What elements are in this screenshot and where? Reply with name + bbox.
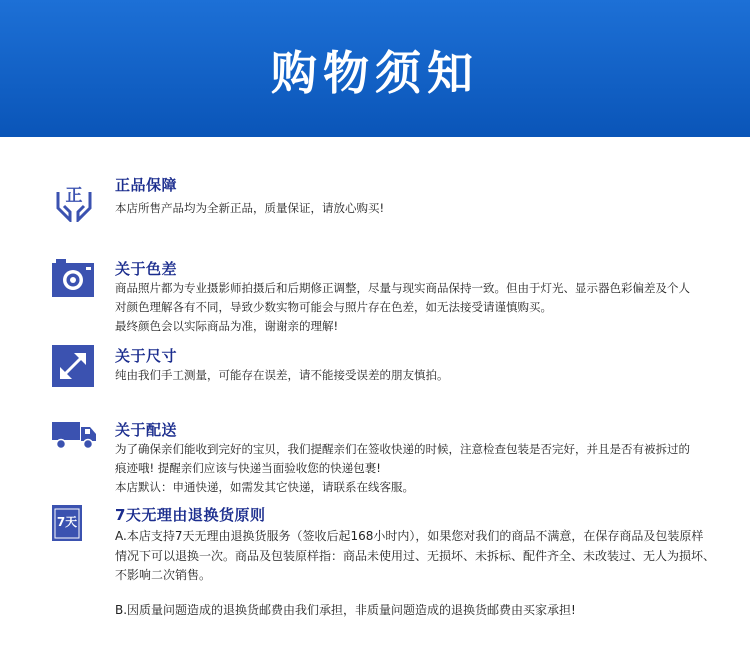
section-text: 商品照片都为专业摄影师拍摄后和后期修正调整，尽量与现实商品保持一致。但由于灯光、显示器色彩偏差及个人 对颜色理解各有不同，导致少数实物可能会与照片存在色差，如无法接受请谨慎购买。 最终颜色会以实际商品为准，谢谢亲的理解! xyxy=(115,281,690,333)
truck-icon xyxy=(52,420,98,454)
banner-title: 购物须知 xyxy=(271,46,479,100)
section-heading: 关于色差 xyxy=(115,260,178,278)
section-genuine xyxy=(0,175,750,225)
section-text: 本店所售产品均为全新正品，质量保证，请放心购买! xyxy=(115,201,385,215)
section-size xyxy=(0,345,750,390)
section-text: 纯由我们手工测量，可能存在误差，请不能接受误差的朋友慎拍。 xyxy=(115,368,449,382)
seven-days-badge: 7天 xyxy=(56,515,78,529)
hands-genuine-icon xyxy=(52,178,96,226)
header-banner xyxy=(0,0,750,137)
section-text: A.本店支持7天无理由退换货服务（签收后起168小时内），如果您对我们的商品不满意，在保存商品及包装原样 情况下可以退换一次。商品及包装原样指：商品未使用过、无损坏、未拆标、配件齐全、未改装过、无人为损坏、 不影响二次销售。 xyxy=(115,529,716,582)
section-heading: 关于配送 xyxy=(115,421,178,439)
section-color xyxy=(0,259,750,339)
seven-days-icon xyxy=(52,505,84,547)
section-text: 为了确保亲们能收到完好的宝贝，我们提醒亲们在签收快递的时候，注意检查包装是否完好，并且是否有被拆过的 痕迹哦! 提醒亲们应该与快递当面验收您的快递包裹! 本店默认：申通快递，如需发其它快递，请联系在线客服。 xyxy=(115,442,690,494)
section-delivery xyxy=(0,420,750,500)
section-heading: 关于尺寸 xyxy=(115,347,178,365)
section-returns xyxy=(0,505,750,625)
resize-arrow-icon xyxy=(52,345,94,391)
camera-icon xyxy=(52,259,96,303)
section-heading: 7天无理由退换货原则 xyxy=(115,506,266,524)
svg-text:正: 正 xyxy=(65,186,83,206)
returns-note: B.因质量问题造成的退换货邮费由我们承担，非质量问题造成的退换货邮费由买家承担! xyxy=(115,603,576,617)
section-heading: 正品保障 xyxy=(115,176,178,194)
